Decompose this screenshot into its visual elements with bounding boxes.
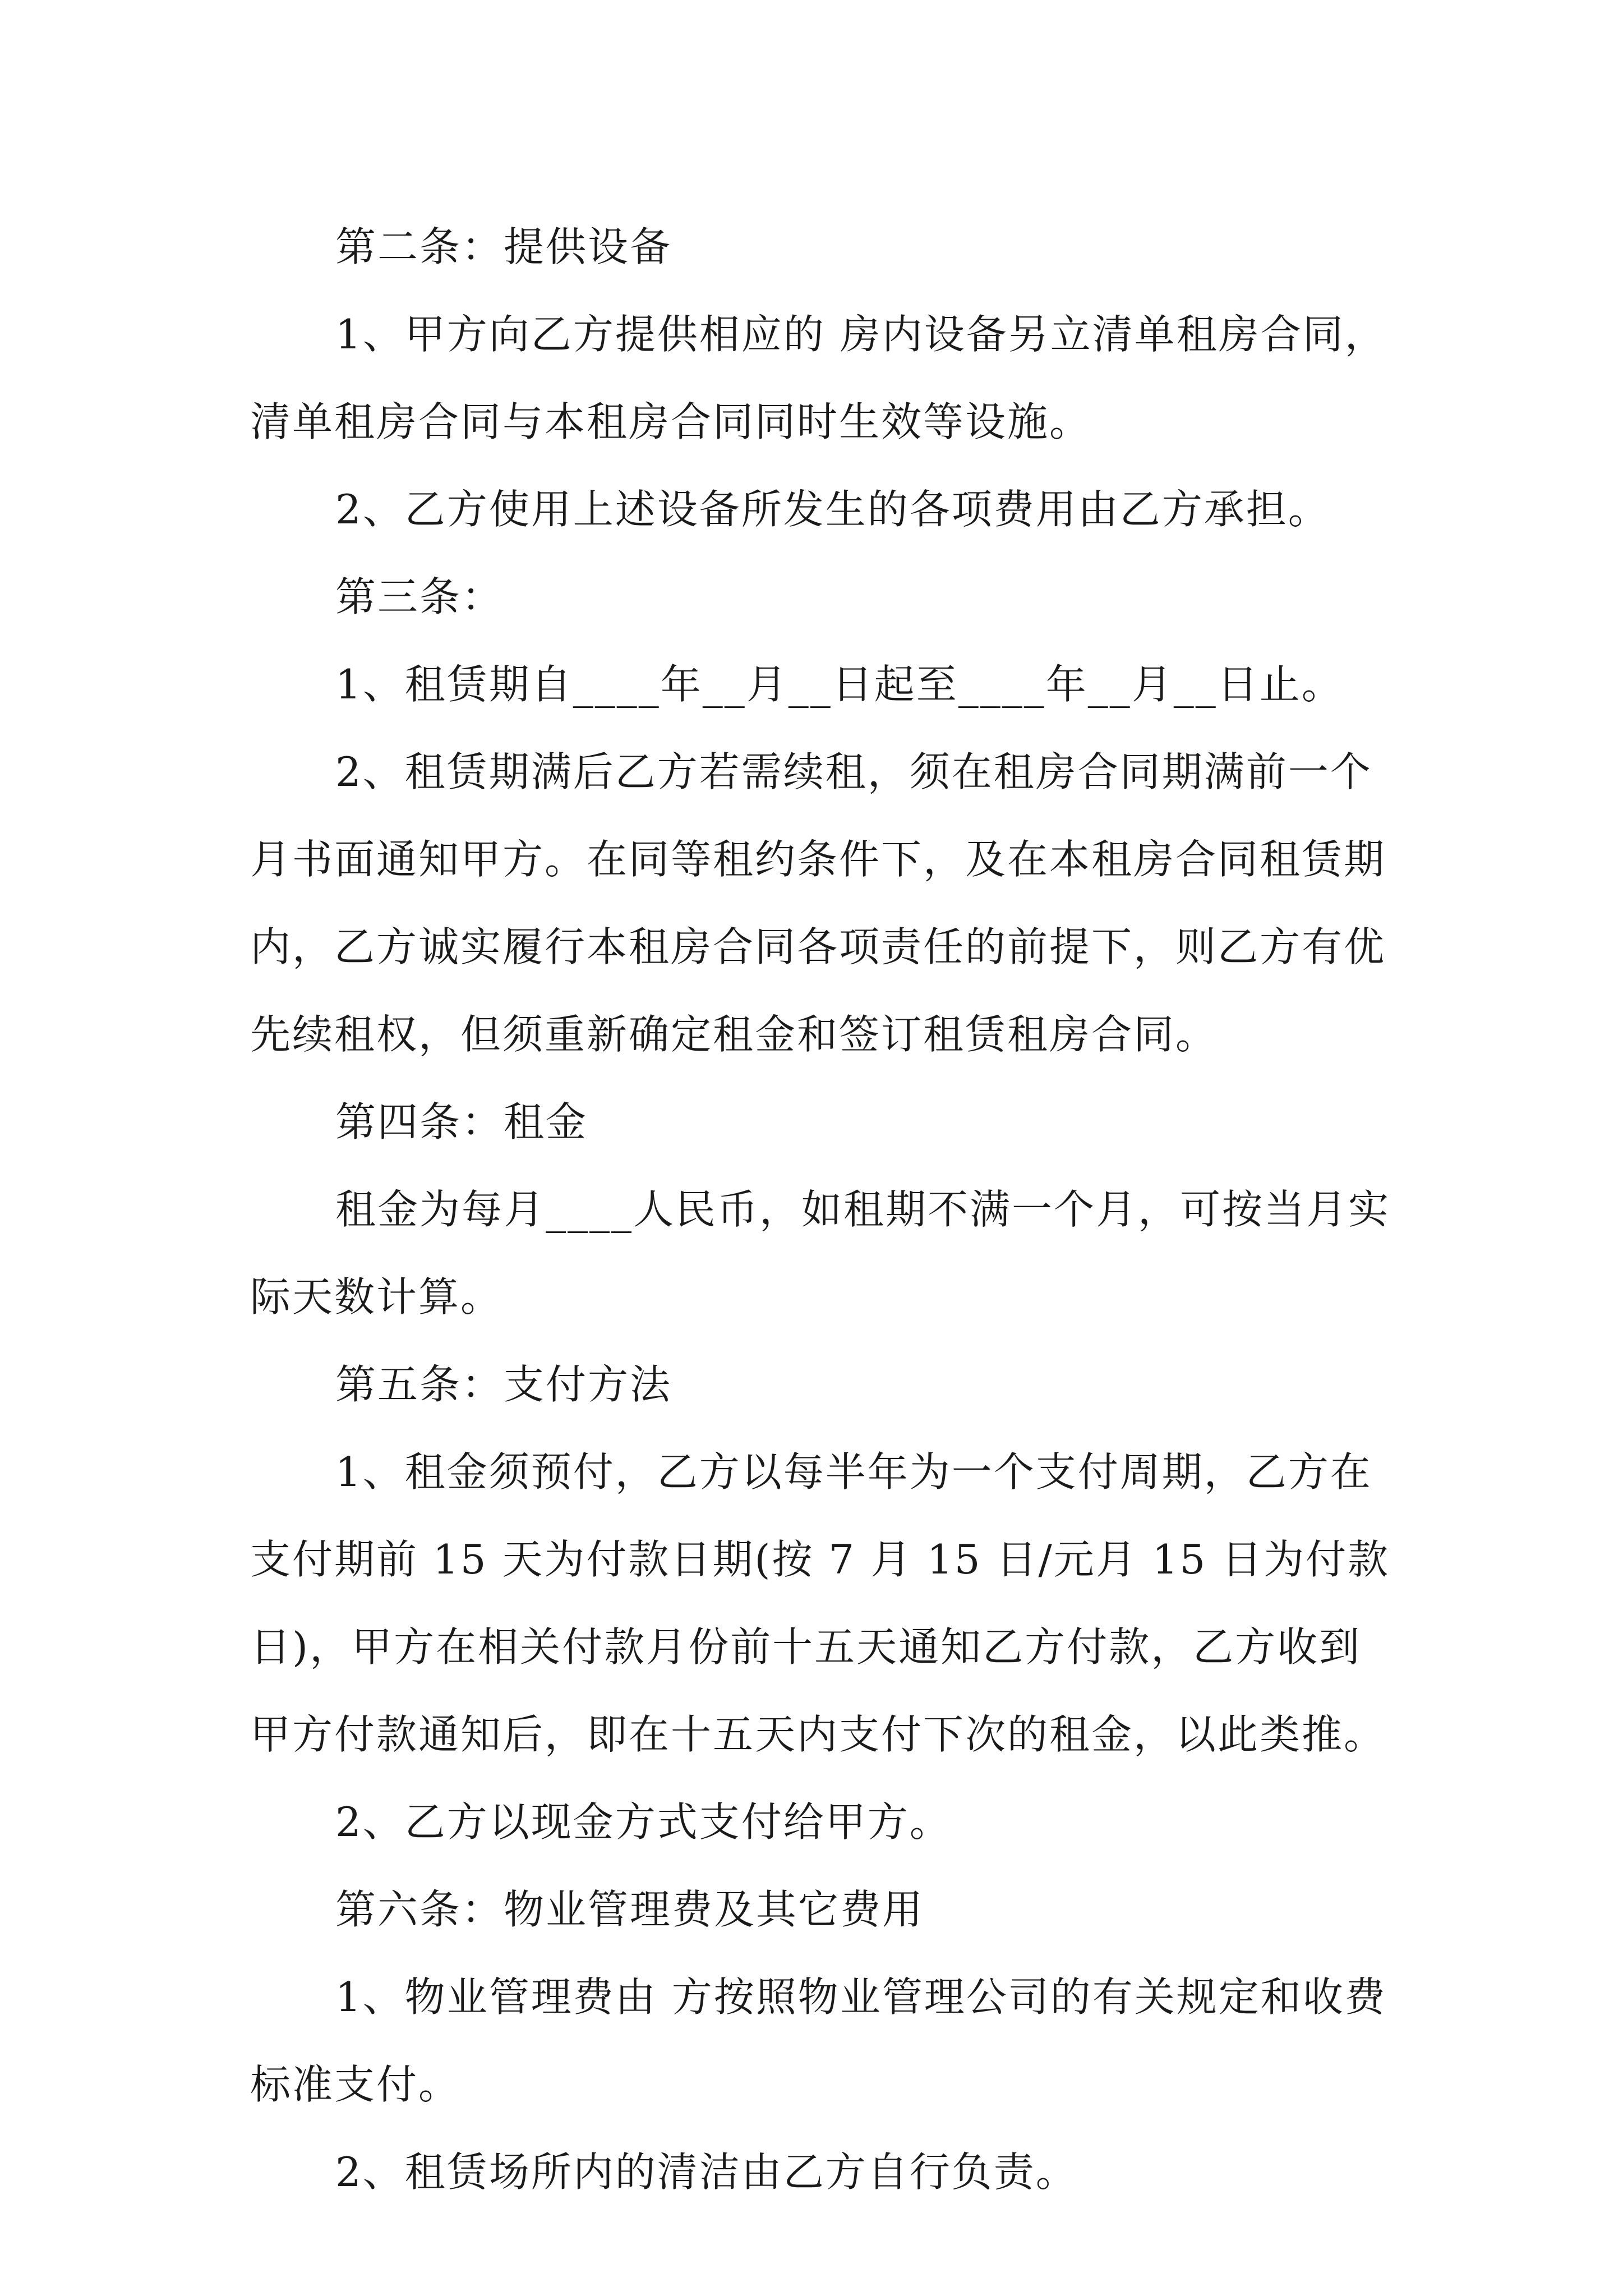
article-4-body: 租金为每月____人民币，如租期不满一个月，可按当月实际天数计算。 [250, 1186, 1391, 1320]
article-4-heading: 第四条：租金 [335, 1098, 588, 1145]
document-body [250, 203, 1394, 2216]
article-5-clause-1: 1、租金须预付，乙方以每半年为一个支付周期，乙方在支付期前 15 天为付款日期(按 7 月 15 日/元月 15 日为付款日)，甲方在相关付款月份前十五天通知乙方付款，乙方收到甲方付款通知后，即在十五天内支付下次的租金，以此类推。 [250, 1448, 1390, 1758]
article-2-clause-2: 2、乙方使用上述设备所发生的各项费用由乙方承担。 [335, 486, 1330, 533]
article-2-clause-1: 1、甲方向乙方提供相应的 房内设备另立清单租房合同，清单租房合同与本租房合同同时生效等设施。 [250, 311, 1387, 445]
article-5-heading: 第五条：支付方法 [335, 1361, 672, 1408]
article-3-clause-2: 2、租赁期满后乙方若需续租，须在租房合同期满前一个月书面通知甲方。在同等租约条件下，及在本租房合同租赁期内，乙方诚实履行本租房合同各项责任的前提下，则乙方有优先续租权，但须重新确定租金和签订租赁租房合同。 [250, 748, 1386, 1058]
article-6-clause-2: 2、租赁场所内的清洁由乙方自行负责。 [335, 2148, 1078, 2196]
article-3-clause-1: 1、租赁期自____年__月__日起至____年__月__日止。 [335, 661, 1344, 708]
article-6-heading: 第六条：物业管理费及其它费用 [335, 1886, 925, 1933]
article-6-clause-1: 1、物业管理费由 方按照物业管理公司的有关规定和收费标准支付。 [250, 1973, 1387, 2108]
article-2-heading: 第二条：提供设备 [335, 223, 672, 270]
article-5-clause-2: 2、乙方以现金方式支付给甲方。 [335, 1798, 952, 1846]
article-3-heading: 第三条： [335, 573, 504, 620]
